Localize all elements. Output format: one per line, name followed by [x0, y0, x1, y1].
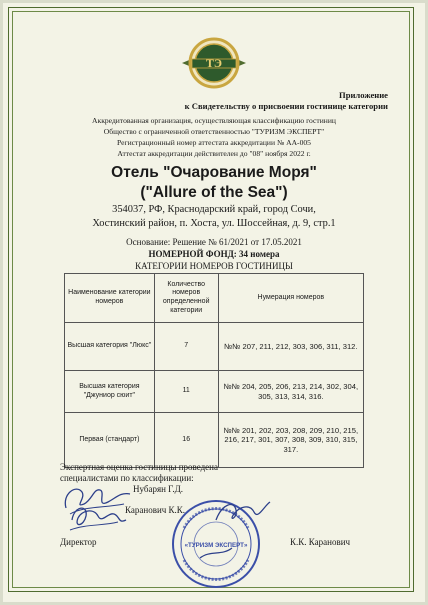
table-cell-count: 7 [154, 323, 218, 371]
director-name: К.К. Каранович [290, 537, 351, 547]
room-fund: НОМЕРНОЙ ФОНД: 34 номера [148, 249, 280, 259]
table-cell-category: Высшая категория "Люкс" [65, 323, 155, 371]
accreditation-line-3: Регистрационный номер аттестата аккредитации № АА-005 [117, 138, 311, 147]
appendix-subtitle: к Свидетельству о присвоении гостинице категории [184, 101, 388, 111]
expert-assessment-line-2: специалистами по классификации: [60, 473, 194, 483]
accreditation-line-2: Общество с ограниченной ответственностью "ТУРИЗМ ЭКСПЕРТ" [103, 127, 325, 136]
director-label: Директор [60, 537, 97, 547]
seal-text: «ТУРИЗМ ЭКСПЕРТ» [184, 542, 248, 549]
expert-assessment-line-1: Экспертная оценка гостиницы проведена [60, 462, 218, 472]
table-cell-category: Высшая категория "Джуниор сюит" [65, 371, 155, 413]
accreditation-line-1: Аккредитованная организация, осуществляющая классификацию гостиниц [92, 116, 336, 125]
table-header-row [65, 274, 364, 323]
table-header-numbers: Нумерация номеров [218, 274, 363, 323]
room-categories-table [64, 273, 364, 468]
signature-director-icon [212, 494, 272, 528]
signature-karanovich-icon [68, 498, 130, 536]
table-cell-numbers: №№ 207, 211, 212, 303, 306, 311, 312. [218, 323, 363, 371]
table-cell-count: 11 [154, 371, 218, 413]
table-row [65, 413, 364, 468]
table-cell-count: 16 [154, 413, 218, 468]
hotel-name-ru: Отель "Очарование Моря" [111, 164, 317, 181]
basis-decision: Основание: Решение № 61/2021 от 17.05.2021 [126, 237, 302, 247]
table-cell-numbers: №№ 201, 202, 203, 208, 209, 210, 215, 216, 217, 301, 307, 308, 309, 310, 315, 317. [218, 413, 363, 468]
table-cell-category: Первая (стандарт) [65, 413, 155, 468]
specialist-2-name: Каранович К.К. [125, 505, 186, 515]
table-row [65, 323, 364, 371]
table-header-category: Наименование категории номеров [65, 274, 155, 323]
hotel-name-en: ("Allure of the Sea") [140, 184, 288, 201]
accreditation-line-4: Аттестат аккредитации действителен до "08" ноября 2022 г. [117, 149, 311, 158]
table-cell-numbers: №№ 204, 205, 206, 213, 214, 302, 304, 305, 313, 314, 316. [218, 371, 363, 413]
specialist-1-name: Нубарян Г.Д. [133, 484, 183, 494]
hotel-address-line-1: 354037, РФ, Краснодарский край, город Сочи, [112, 204, 316, 215]
table-row [65, 371, 364, 413]
hotel-address-line-2: Хостинский район, п. Хоста, ул. Шоссейная, д. 9, стр.1 [92, 218, 336, 229]
emblem-letters: ТЭ [205, 56, 223, 70]
table-header-count: Количество номеров определенной категории [154, 274, 218, 323]
turizm-expert-emblem-icon [180, 36, 248, 90]
categories-title: КАТЕГОРИИ НОМЕРОВ ГОСТИНИЦЫ [135, 261, 293, 271]
appendix-title: Приложение [339, 90, 388, 100]
